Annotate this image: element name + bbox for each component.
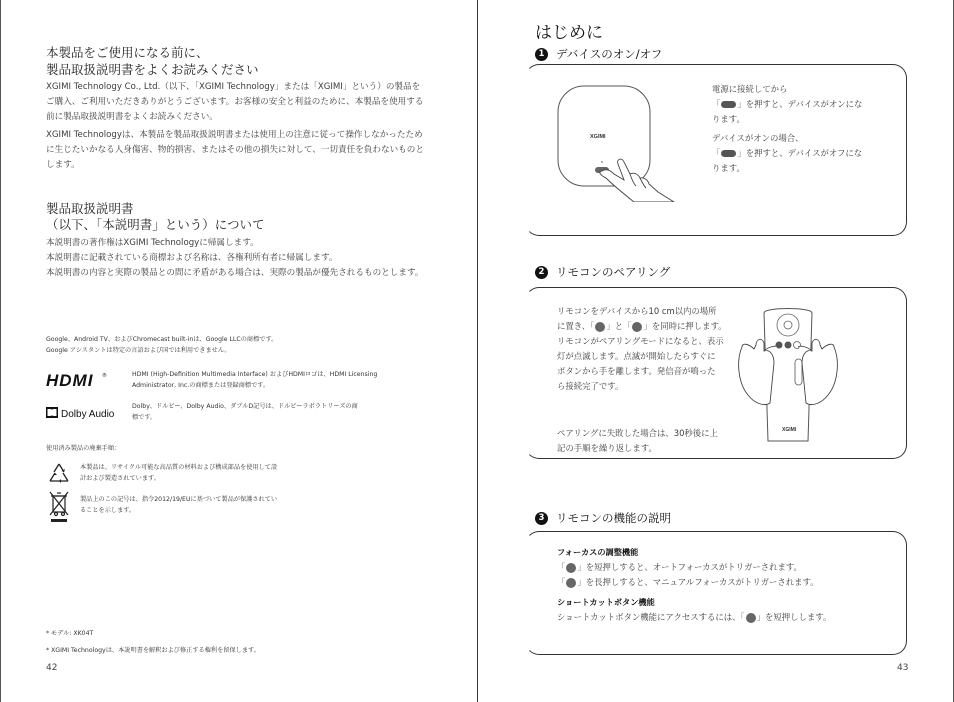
power-off-instructions (712, 131, 872, 176)
remote-volume-rocker (795, 359, 802, 385)
dolby-trademark-text: Dolby、ドルビー、Dolby Audio、ダブルD記号は、ドルビーラボラトリーズの商標です。 (132, 403, 358, 421)
page-number-left: 42 (46, 663, 58, 673)
section-pairing (535, 264, 670, 280)
focus-button-icon (566, 563, 576, 573)
power-on-line2: 「 」を押すと、デバイスがオンにな (712, 99, 863, 109)
section-number-badge: 2 (535, 266, 548, 279)
dolby-audio-logo (46, 405, 126, 421)
recycle-text: 本製品は、リサイクル可能な高品質の材料および構成部品を使用して設計および製造されています。 (80, 464, 278, 482)
weee-bin-icon (48, 490, 70, 524)
liability-paragraph: XGIMI Technologyは、本製品を製品取扱説明書または使用上の注意に従って操作しなかったために生じたいかなる人身傷害、物的損害、またはその他の損失に対して、一切責任を負わないものとします。 (46, 130, 424, 171)
copyright-line1: 本説明書の著作権はXGIMI Technologyに帰属します。 (46, 238, 259, 248)
manual-heading (46, 201, 265, 233)
power-off-line2: 「 」を押すと、デバイスがオフにな (712, 148, 863, 158)
manual-heading-line1: 製品取扱説明書 (46, 201, 134, 216)
recycle-icon (46, 461, 72, 487)
power-on-line3: ります。 (712, 114, 745, 124)
pairing-instructions (557, 304, 742, 394)
remote-home-button (785, 342, 792, 349)
disposal-title: 使用済み製品の廃棄手順： (46, 445, 121, 452)
home-button-icon (632, 322, 642, 332)
focus-long-press-line: 「 」を長押しすると、マニュアルフォーカスがトリガーされます。 (557, 577, 819, 587)
rights-note: * XGIMI Technologyは、本説明書を解釈および修正する権利を留保します。 (46, 647, 260, 654)
section-title: リモコンの機能の説明 (556, 511, 671, 525)
section-number-badge: 1 (535, 48, 548, 61)
page-number-right: 43 (897, 663, 909, 673)
intro-heading (46, 44, 259, 78)
power-button-icon (721, 150, 736, 157)
right-page (478, 0, 954, 702)
hdmi-registered-mark: ® (102, 373, 107, 379)
page-title: はじめに (535, 23, 603, 43)
google-trademark-note (46, 334, 346, 356)
remote-illustration (734, 303, 842, 443)
power-button-icon (721, 101, 736, 108)
pairing-line6: ら接続完了です。 (557, 381, 624, 391)
power-on-instructions (712, 82, 872, 127)
hdmi-trademark-text: HDMI (High-Definition Multimedia Interface) およびHDMIロゴは、HDMI Licensing Administrator, Inc.の商標または登録商標です。 (132, 371, 378, 389)
pairing-line2: に置き、「 」と「 」を同時に押します。 (557, 321, 727, 331)
intro-paragraph: XGIMI Technology Co., Ltd.（以下、「XGIMI Technology」または「XGIMI」という）の製品をご購入、ご利用いただきありがとうございます。お客様の安全と利益のために、本製品を使用する前に製品取扱説明書をよくお読みください。 (46, 82, 424, 123)
section-number-badge: 3 (535, 512, 548, 525)
section-remote-functions (535, 510, 671, 526)
section-title: デバイスのオン/オフ (556, 47, 663, 61)
section-power (535, 46, 662, 62)
device-illustration (554, 82, 694, 202)
power-off-line1: デバイスがオンの場合、 (712, 133, 804, 143)
copyright-paragraph (46, 236, 430, 282)
remote-brand-label: XGIMI (782, 427, 797, 433)
dolby-logo-text: Dolby Audio (61, 409, 115, 420)
focus-button-icon (566, 578, 576, 588)
remote-back-button (776, 342, 783, 349)
intro-heading-line2: 製品取扱説明書をよくお読みください (46, 62, 259, 77)
pairing-line5: ボタンから手を離します。発信音が鳴った (557, 366, 716, 376)
manual-heading-line2: （以下、「本説明書」という）について (46, 217, 265, 232)
power-on-line1: 電源に接続してから (712, 84, 788, 94)
weee-text: 製品上のこの記号は、指令2012/19/EUに基づいて製品が保護されていることを示します。 (80, 496, 278, 514)
focus-short-press-line: 「 」を短押しすると、オートフォーカスがトリガーされます。 (557, 562, 802, 572)
focus-function-title: フォーカスの調整機能 (557, 547, 639, 557)
model-note: * モデル: XK04T (46, 630, 94, 637)
shortcut-function-title: ショートカットボタン機能 (557, 597, 655, 607)
copyright-line3: 本説明書の内容と実際の製品との間に矛盾がある場合は、実際の製品が優先されるものとします。 (46, 268, 424, 279)
pairing-failure-line2: 記の手順を繰り返します。 (557, 443, 657, 453)
power-off-line3: ります。 (712, 163, 745, 173)
shortcut-line: ショートカットボタン機能にアクセスするには、「 」を短押しします。 (557, 612, 832, 622)
copyright-line2: 本説明書に記載されている商標および名称は、各権利所有者に帰属します。 (46, 253, 338, 264)
pairing-failure-note (557, 426, 742, 456)
remote-menu-button (794, 342, 801, 349)
section-title: リモコンのペアリング (556, 265, 671, 279)
google-trademark-line1: Google、Android TV、およびChromecast built-inは、Google LLCの商標です。 (46, 336, 278, 343)
shortcut-button-icon (746, 613, 756, 623)
google-trademark-line2: Google アシスタントは特定の言語および国では利用できません。 (46, 347, 231, 354)
intro-heading-line1: 本製品をご使用になる前に、 (46, 45, 209, 60)
back-button-icon (595, 322, 605, 332)
pairing-line4: 灯が点滅します。点滅が開始したらすぐに (557, 351, 716, 361)
hdmi-logo (46, 370, 108, 390)
device-indicator-light (601, 161, 603, 163)
hdmi-logo-text: HDMI (46, 371, 94, 390)
pairing-failure-line1: ペアリングに失敗した場合は、30秒後に上 (557, 428, 718, 438)
pairing-line3: リモコンがペアリングモードになると、表示 (557, 336, 724, 346)
pairing-line1: リモコンをデバイスから10 cm以内の場所 (557, 306, 717, 316)
device-brand-label: XGIMI (590, 134, 606, 140)
